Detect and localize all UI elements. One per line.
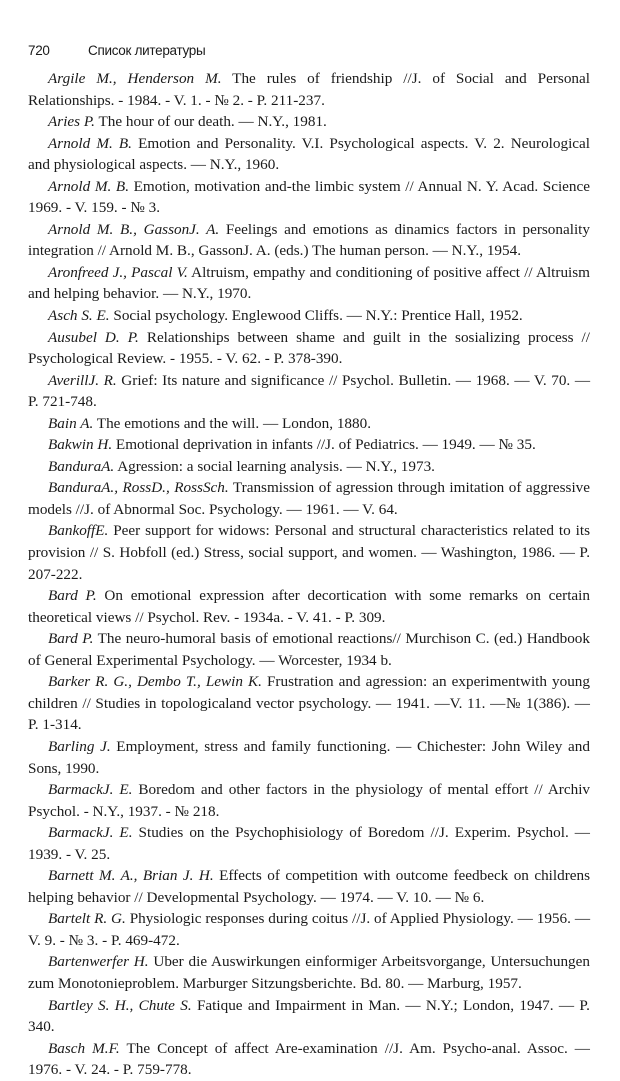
reference-entry (28, 133, 590, 176)
reference-entry (28, 628, 590, 671)
reference-authors: Arnold M. B. (48, 177, 129, 195)
reference-text: Employment, stress and family functioning. — Chichester: John Wiley and Sons, 1990. (28, 737, 590, 777)
reference-entry (28, 951, 590, 994)
reference-text: Agression: a social learning analysis. — N.Y., 1973. (114, 457, 435, 475)
reference-authors: Aronfreed J., Pascal V. (48, 263, 188, 281)
reference-authors: Asch S. E. (48, 307, 110, 325)
reference-text: Emotional deprivation in infants //J. of Pediatrics. — 1949. — № 35. (112, 436, 536, 454)
reference-text: Grief: Its nature and significance // Psychol. Bulletin. — 1968. — V. 70. — P. 721-748. (28, 371, 591, 411)
reference-authors: Barnett M. A., Brian J. H. (48, 867, 214, 885)
reference-authors: Arnold M. B. (48, 134, 132, 152)
reference-entry (28, 779, 590, 822)
reference-text: Boredom and other factors in the physiology of mental effort // Archiv Psychol. - N.Y., 1937. - № 218. (28, 781, 591, 820)
reference-entry (28, 68, 590, 111)
reference-authors: Bakwin H. (48, 436, 113, 454)
reference-text: Effects of competition with outcome feedbeck on childrens helping behavior // Developmental Psychology. — 1974. — V. 10. — № 6. (28, 867, 590, 906)
reference-text: The Concept of affect Are-examination //J. Am. Psycho-anal. Assoc. — 1976. - V. 24. - P. 759-778. (28, 1039, 590, 1079)
reference-text: Social psychology. Englewood Cliffs. — N.Y.: Prentice Hall, 1952. (109, 307, 523, 325)
reference-text: Frustration and agression: an experimentwith young children // Studies in topologicaland vector psychology. — 1941. —V. 11. —№ 1(386). — P. 1-314. (28, 673, 590, 734)
reference-authors: Bard P. (48, 630, 94, 648)
reference-text: Peer support for widows: Personal and structural characteristics related to its provision // S. Hobfoll (ed.) Stress, social support, and women. — Washington, 1986. — P. 207-222. (28, 522, 590, 583)
reference-authors: BanduraA. (48, 457, 115, 475)
reference-text: The rules of friendship //J. of Social and Personal Relationships. - 1984. - V. 1. - № 2. - P. 211-237. (28, 70, 590, 109)
reference-entry (28, 413, 590, 435)
reference-text: Transmission of agression through imitation of aggressive models //J. of Abnormal Soc. Psychology. — 1961. — V. 64. (28, 479, 590, 518)
reference-entry (28, 822, 590, 865)
reference-text: Physiologic responses during coitus //J. of Applied Physiology. — 1956. — V. 9. - № 3. - P. 469-472. (28, 910, 591, 949)
reference-entry (28, 671, 590, 736)
reference-authors: Argile M., Henderson M. (48, 70, 222, 87)
reference-text: The neuro-humoral basis of emotional reactions// Murchison C. (ed.) Handbook of General Experimental Psychology. — Worcester, 1934 b. (28, 630, 590, 669)
reference-authors: Barling J. (48, 737, 111, 755)
reference-entry (28, 176, 590, 219)
reference-authors: BarmackJ. E. (48, 824, 133, 842)
reference-authors: Bartelt R. G. (48, 910, 126, 928)
section-title: Список литературы (88, 43, 206, 58)
reference-entry (28, 370, 590, 413)
reference-entry (28, 305, 590, 327)
reference-entry (28, 219, 590, 262)
reference-entry (28, 262, 590, 305)
reference-authors: BankoffE. (48, 522, 109, 540)
reference-entry (28, 434, 590, 456)
reference-text: Uber die Auswirkungen einformiger Arbeitsvorgange, Untersuchungen zum Monotonieproblem. Marburger Sitzungsberichte. Bd. 80. — Marburg, 1957. (28, 953, 590, 992)
reference-authors: Arnold M. B., GassonJ. A. (48, 220, 220, 238)
reference-entry (28, 736, 590, 779)
reference-authors: Bartenwerfer H. (48, 953, 149, 971)
reference-entry (28, 327, 590, 370)
reference-text: Studies on the Psychophisiology of Boredom //J. Experim. Psychol. — 1939. - V. 25. (28, 824, 590, 863)
reference-list (28, 68, 590, 1081)
reference-entry (28, 995, 590, 1038)
reference-authors: Ausubel D. P. (48, 328, 139, 346)
reference-authors: Barker R. G., Dembo T., Lewin K. (48, 673, 262, 691)
reference-entry (28, 1038, 590, 1081)
reference-text: Emotion and Personality. V.I. Psychological aspects. V. 2. Neurological and physiological aspects. — N.Y., 1960. (28, 134, 590, 174)
reference-entry (28, 111, 590, 133)
reference-authors: Aries P. (48, 113, 95, 131)
reference-text: Altruism, empathy and conditioning of positive affect // Altruism and helping behavior. — N.Y., 1970. (28, 263, 590, 303)
reference-entry (28, 865, 590, 908)
reference-authors: Bard P. (48, 587, 97, 605)
reference-text: Feelings and emotions as dinamics factors in personality integration // Arnold M. B., GassonJ. A. (eds.) The human person. — N.Y., 1954. (28, 220, 590, 260)
reference-text: The hour of our death. — N.Y., 1981. (94, 113, 327, 131)
reference-authors: BanduraA., RossD., RossSch. (48, 479, 229, 497)
reference-text: Relationships between shame and guilt in the sosializing process // Psychological Review. - 1955. - V. 62. - P. 378-390. (28, 328, 590, 368)
reference-entry (28, 585, 590, 628)
reference-entry (28, 908, 590, 951)
reference-text: The emotions and the will. — London, 1880. (93, 414, 371, 432)
reference-entry (28, 477, 590, 520)
reference-entry (28, 520, 590, 585)
page-number: 720 (28, 43, 50, 58)
reference-authors: Basch M.F. (48, 1039, 120, 1057)
reference-text: Fatique and Impairment in Man. — N.Y.; London, 1947. — P. 340. (28, 996, 590, 1036)
reference-text: On emotional expression after decortication with some remarks on certain theoretical views // Psychol. Rev. - 1934a. - V. 41. - P. 309. (28, 587, 590, 626)
reference-authors: Bartley S. H., Chute S. (48, 996, 192, 1014)
reference-authors: Bain A. (48, 414, 94, 432)
reference-text: Emotion, motivation and-the limbic system // Annual N. Y. Acad. Science 1969. - V. 159. - № 3. (28, 177, 590, 217)
reference-entry (28, 456, 590, 478)
reference-authors: AverillJ. R. (48, 371, 117, 389)
reference-authors: BarmackJ. E. (48, 781, 133, 799)
running-head (28, 43, 205, 58)
